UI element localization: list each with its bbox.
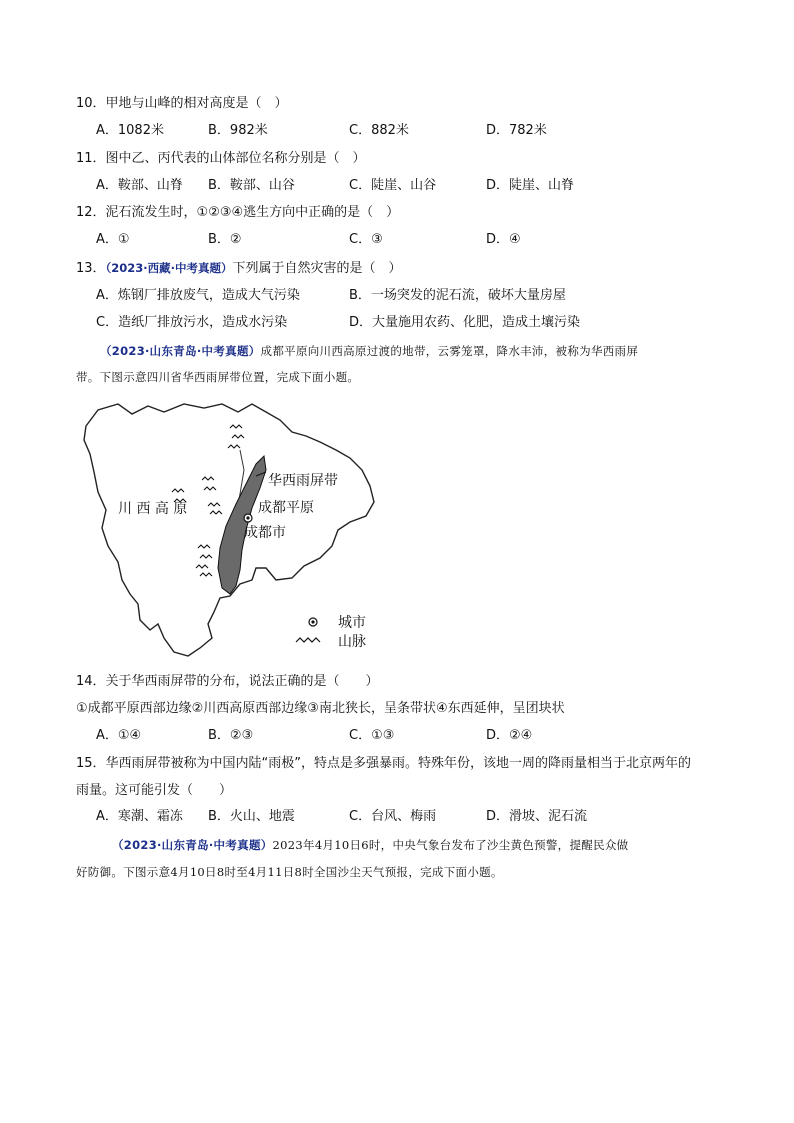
q15-option-a: A．寒潮、霜冻 xyxy=(96,809,183,824)
question-11-stem: 11．图中乙、丙代表的山体部位名称分别是（ ） xyxy=(76,151,366,166)
question-15-stem-line-1: 15．华西雨屏带被称为中国内陆“雨极”，特点是多强暴雨。特殊年份，该地一周的降雨量相当于北京两年的 xyxy=(76,756,692,771)
q13-option-a: A．炼钢厂排放废气，造成大气污染 xyxy=(96,288,300,303)
q10-option-b: B．982米 xyxy=(208,123,268,138)
label-chengdu-city: 成都市 xyxy=(244,525,286,541)
q11-option-b: B．鞍部、山谷 xyxy=(208,178,295,193)
label-western-sichuan-plateau: 川 西 高 原 xyxy=(118,501,188,517)
question-10-stem: 10．甲地与山峰的相对高度是（ ） xyxy=(76,96,288,111)
q15-option-b: B．火山、地震 xyxy=(208,809,295,824)
label-rain-screen-band: 华西雨屏带 xyxy=(268,473,338,489)
passage-1-text-1: 成都平原向川西高原过渡的地带，云雾笼罩，降水丰沛，被称为华西雨屏 xyxy=(260,344,639,358)
q15-option-c: C．台风、梅雨 xyxy=(349,809,437,824)
question-13-text: 下列属于自然灾害的是（ ） xyxy=(232,261,402,276)
question-12-stem: 12．泥石流发生时，①②③④逃生方向中正确的是（ ） xyxy=(76,205,400,220)
sichuan-rain-screen-map xyxy=(80,398,380,660)
q13-option-d: D．大量施用农药、化肥，造成土壤污染 xyxy=(349,315,581,330)
legend-mountain-label: 山脉 xyxy=(338,634,366,650)
passage-2-line-1 xyxy=(112,836,628,854)
label-chengdu-plain: 成都平原 xyxy=(258,500,314,516)
legend-mountain-icon xyxy=(296,638,320,642)
passage-1-source: （2023·山东青岛·中考真题） xyxy=(100,344,261,358)
q11-option-c: C．陡崖、山谷 xyxy=(349,178,437,193)
question-13-source: （2023·西藏·中考真题） xyxy=(105,261,233,275)
legend-city-icon xyxy=(309,618,317,626)
q12-option-a: A．① xyxy=(96,232,130,247)
q12-option-b: B．② xyxy=(208,232,242,247)
question-15-stem-line-2: 雨量。这可能引发（ ） xyxy=(76,783,233,798)
q14-option-a: A．①④ xyxy=(96,728,142,743)
q11-option-d: D．陡崖、山脊 xyxy=(486,178,575,193)
passage-1-line-2: 带。下图示意四川省华西雨屏带位置，完成下面小题。 xyxy=(76,370,360,384)
q13-option-b: B．一场突发的泥石流，破坏大量房屋 xyxy=(349,288,566,303)
question-13-stem xyxy=(76,259,402,278)
q14-option-c: C．①③ xyxy=(349,728,395,743)
question-14-stem: 14．关于华西雨屏带的分布，说法正确的是（ ） xyxy=(76,674,379,689)
legend-city-label: 城市 xyxy=(338,615,366,631)
q12-option-d: D．④ xyxy=(486,232,521,247)
chengdu-city-marker xyxy=(244,514,252,522)
question-13-number: 13． xyxy=(76,261,106,276)
passage-1-line-1 xyxy=(100,342,638,360)
q14-option-d: D．②④ xyxy=(486,728,533,743)
q13-option-c: C．造纸厂排放污水，造成水污染 xyxy=(96,315,288,330)
q10-option-a: A．1082米 xyxy=(96,123,164,138)
q12-option-c: C．③ xyxy=(349,232,383,247)
q10-option-c: C．882米 xyxy=(349,123,409,138)
passage-2-line-2: 好防御。下图示意4月10日8时至4月11日8时全国沙尘天气预报，完成下面小题。 xyxy=(76,865,503,879)
q15-option-d: D．滑坡、泥石流 xyxy=(486,809,588,824)
passage-2-source: （2023·山东青岛·中考真题） xyxy=(112,838,273,852)
q10-option-d: D．782米 xyxy=(486,123,547,138)
q14-option-b: B．②③ xyxy=(208,728,254,743)
question-14-statements: ①成都平原西部边缘②川西高原西部边缘③南北狭长，呈条带状④东西延伸，呈团块状 xyxy=(76,701,565,716)
passage-2-text-1: 2023年4月10日6时，中央气象台发布了沙尘黄色预警，提醒民众做 xyxy=(272,838,629,852)
q11-option-a: A．鞍部、山脊 xyxy=(96,178,183,193)
